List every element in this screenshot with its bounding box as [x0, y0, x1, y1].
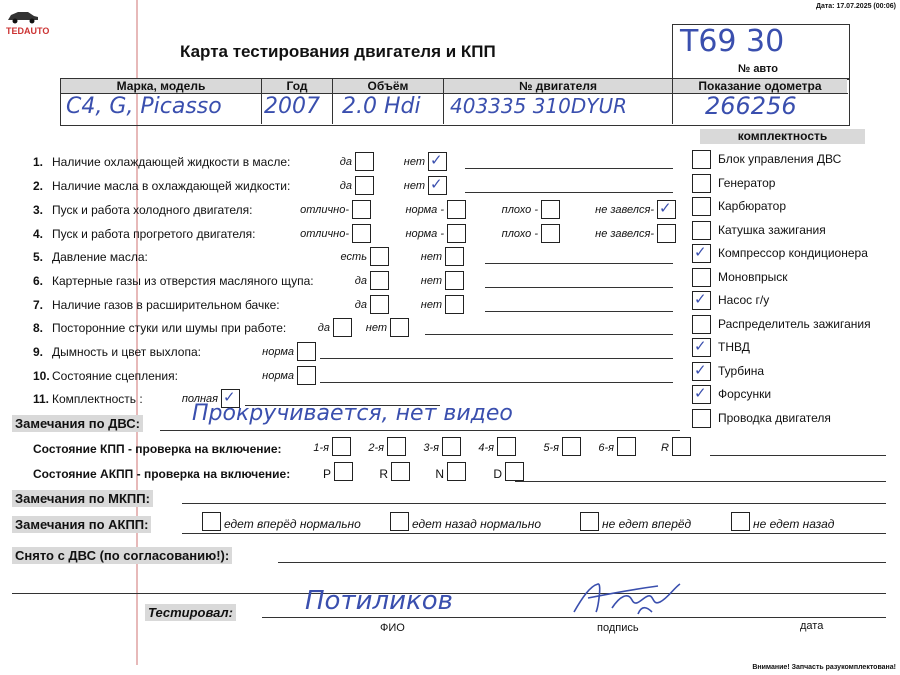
value-odometer: 266256	[705, 92, 797, 120]
option-label: норма	[262, 346, 294, 358]
question-number: 5.	[33, 250, 44, 264]
option-label: нет	[420, 299, 442, 311]
option-label: отлично-	[300, 228, 349, 240]
option-label: норма	[262, 370, 294, 382]
gear-checkbox[interactable]	[447, 462, 466, 481]
value-year: 2007	[264, 94, 320, 119]
logo-text: TEDAUTO	[6, 26, 50, 36]
option-label: нет	[403, 156, 425, 168]
logo	[6, 8, 50, 36]
engine-remarks-label: Замечания по ДВС:	[12, 415, 143, 432]
kit-checkbox[interactable]	[692, 197, 711, 216]
header-odometer: Показание одометра	[673, 79, 847, 93]
kit-checkbox[interactable]	[692, 221, 711, 240]
gear-checkbox[interactable]	[332, 437, 351, 456]
akpp-option-checkbox[interactable]	[202, 512, 221, 531]
kit-item-label: Распределитель зажигания	[718, 316, 871, 331]
kit-checkbox[interactable]	[692, 268, 711, 287]
question-text: Посторонние стуки или шумы при работе:	[52, 321, 287, 335]
kit-item-label: Насос г/у	[718, 293, 770, 307]
gear-label: R	[661, 442, 669, 454]
check-mark-icon: ✓	[430, 175, 443, 193]
akpp-option-checkbox[interactable]	[731, 512, 750, 531]
akpp-option-checkbox[interactable]	[390, 512, 409, 531]
check-mark-icon: ✓	[694, 384, 707, 402]
question-number: 1.	[33, 155, 44, 169]
option-checkbox[interactable]	[541, 224, 560, 243]
kit-item-label: Карбюратор	[718, 199, 787, 213]
question-text: Комплектность :	[52, 392, 143, 406]
question-text: Наличие газов в расширительном бачке:	[52, 298, 280, 312]
option-label: не завелся-	[595, 204, 654, 216]
gear-label: P	[322, 467, 331, 481]
car-icon	[6, 8, 40, 24]
option-label: плохо -	[501, 228, 538, 240]
question-number: 8.	[33, 321, 44, 335]
akpp-option-checkbox[interactable]	[580, 512, 599, 531]
gear-checkbox[interactable]	[442, 437, 461, 456]
gear-checkbox[interactable]	[562, 437, 581, 456]
option-checkbox[interactable]	[297, 366, 316, 385]
kit-item-label: Форсунки	[718, 387, 772, 401]
option-checkbox[interactable]	[445, 295, 464, 314]
check-mark-icon: ✓	[694, 360, 707, 379]
option-checkbox[interactable]	[352, 224, 371, 243]
question-number: 3.	[33, 203, 44, 217]
header-engine-no: № двигателя	[444, 79, 672, 93]
akpp-option-label: не едет вперёд	[602, 517, 692, 531]
kit-item-label: Компрессор кондиционера	[718, 246, 868, 260]
kit-header: комплектность	[700, 129, 865, 144]
mkpp-remarks-label: Замечания по МКПП:	[12, 490, 153, 507]
option-checkbox[interactable]	[352, 200, 371, 219]
option-checkbox[interactable]	[333, 318, 352, 337]
removed-label: Снято с ДВС (по согласованию!):	[12, 547, 232, 564]
tested-label: Тестировал:	[145, 604, 236, 621]
option-label: есть	[340, 251, 367, 263]
option-label: норма -	[405, 228, 444, 240]
option-label: нет	[365, 322, 387, 334]
question-number: 7.	[33, 298, 44, 312]
footer-note: Внимание! Запчасть разукомплектована!	[752, 664, 896, 671]
option-checkbox[interactable]	[447, 200, 466, 219]
option-checkbox[interactable]	[355, 152, 374, 171]
option-checkbox[interactable]	[447, 224, 466, 243]
option-checkbox[interactable]	[541, 200, 560, 219]
gear-checkbox[interactable]	[672, 437, 691, 456]
option-checkbox[interactable]	[445, 271, 464, 290]
akpp-option-label: едет назад нормально	[412, 517, 542, 531]
gear-label: 4-я	[478, 442, 494, 454]
value-engine-no: 403335 310DYUR	[450, 94, 628, 118]
gear-label: 5-я	[543, 442, 559, 454]
akpp-label: Состояние АКПП - проверка на включение:	[33, 467, 291, 481]
kit-item-label: Генератор	[718, 175, 776, 190]
gear-checkbox[interactable]	[497, 437, 516, 456]
option-checkbox[interactable]	[370, 295, 389, 314]
page-title: Карта тестирования двигателя и КПП	[180, 42, 496, 61]
question-text: Состояние сцепления:	[52, 369, 178, 383]
signature-image	[568, 578, 688, 620]
check-mark-icon: ✓	[694, 243, 707, 261]
option-label: да	[354, 299, 367, 311]
question-number: 9.	[33, 345, 44, 359]
kit-checkbox[interactable]	[692, 315, 711, 334]
header-make: Марка, модель	[61, 79, 261, 93]
question-text: Пуск и работа прогретого двигателя:	[52, 227, 256, 241]
kit-item-label: Катушка зажигания	[718, 222, 826, 237]
auto-number-value: T69 30	[680, 24, 785, 59]
option-checkbox[interactable]	[445, 247, 464, 266]
gear-checkbox[interactable]	[387, 437, 406, 456]
gear-checkbox[interactable]	[334, 462, 353, 481]
kit-checkbox[interactable]	[692, 409, 711, 428]
question-text: Наличие охлаждающей жидкости в масле:	[52, 155, 291, 169]
option-checkbox[interactable]	[370, 247, 389, 266]
option-label: норма -	[405, 204, 444, 216]
kit-checkbox[interactable]	[692, 174, 711, 193]
akpp-option-label: не едет назад	[753, 517, 835, 531]
sign-label: подпись	[597, 622, 639, 634]
option-label: нет	[420, 275, 442, 287]
question-text: Картерные газы из отверстия масляного щупа:	[52, 274, 314, 288]
gear-checkbox[interactable]	[617, 437, 636, 456]
tester-name: Потиликов	[305, 586, 453, 616]
akpp-option-label: едет вперёд нормально	[224, 517, 361, 531]
print-date: Дата: 17.07.2025 (00:06)	[815, 3, 896, 10]
kit-item-label: ТНВД	[718, 340, 750, 354]
option-label: не завелся-	[595, 228, 654, 240]
kit-item-label: Блок управления ДВС	[718, 152, 842, 166]
question-number: 10.	[33, 369, 50, 383]
option-label: плохо -	[501, 204, 538, 216]
question-text: Пуск и работа холодного двигателя:	[52, 203, 253, 217]
gear-label: N	[435, 467, 444, 481]
option-label: полная	[181, 393, 218, 405]
check-mark-icon: ✓	[659, 199, 672, 217]
date-label: дата	[800, 620, 824, 632]
fio-label: ФИО	[380, 622, 405, 634]
option-label: да	[317, 322, 330, 334]
auto-number-label: № авто	[738, 63, 779, 75]
header-year: Год	[262, 79, 332, 93]
kit-item-label: Турбина	[718, 363, 765, 378]
value-volume: 2.0 Hdi	[342, 94, 421, 119]
question-number: 2.	[33, 179, 44, 193]
gear-label: 6-я	[598, 442, 614, 454]
option-label: да	[354, 275, 367, 287]
check-mark-icon: ✓	[223, 388, 236, 406]
kpp-label: Состояние КПП - проверка на включение:	[33, 442, 282, 456]
gear-label: 3-я	[423, 442, 439, 454]
engine-remarks-value: Прокручивается, нет видео	[192, 401, 513, 426]
option-checkbox[interactable]	[355, 176, 374, 195]
option-label: нет	[420, 251, 442, 263]
option-checkbox[interactable]	[657, 224, 676, 243]
option-label: да	[339, 156, 352, 168]
check-mark-icon: ✓	[694, 337, 707, 355]
gear-label: D	[493, 467, 502, 481]
value-make: C4, G, Picasso	[66, 94, 222, 119]
gear-checkbox[interactable]	[505, 462, 524, 481]
option-checkbox[interactable]	[390, 318, 409, 337]
option-label: да	[339, 180, 352, 192]
check-mark-icon: ✓	[430, 151, 443, 169]
kit-item-label: Проводка двигателя	[718, 410, 831, 425]
header-volume: Объём	[333, 79, 443, 93]
kit-item-label: Моновпрыск	[718, 269, 788, 284]
kit-checkbox[interactable]	[692, 150, 711, 169]
question-number: 11.	[33, 392, 50, 406]
akpp-remarks-label: Замечания по АКПП:	[12, 516, 151, 533]
question-text: Давление масла:	[52, 250, 148, 264]
gear-label: 2-я	[368, 442, 384, 454]
option-label: отлично-	[300, 204, 349, 216]
check-mark-icon: ✓	[694, 290, 707, 308]
question-number: 6.	[33, 274, 44, 288]
option-label: нет	[403, 180, 425, 192]
gear-label: 1-я	[313, 442, 329, 454]
question-number: 4.	[33, 227, 44, 241]
question-text: Наличие масла в охлаждающей жидкости:	[52, 179, 291, 193]
gear-label: R	[379, 467, 388, 481]
option-checkbox[interactable]	[370, 271, 389, 290]
question-text: Дымность и цвет выхлопа:	[52, 345, 201, 359]
gear-checkbox[interactable]	[391, 462, 410, 481]
option-checkbox[interactable]	[297, 342, 316, 361]
